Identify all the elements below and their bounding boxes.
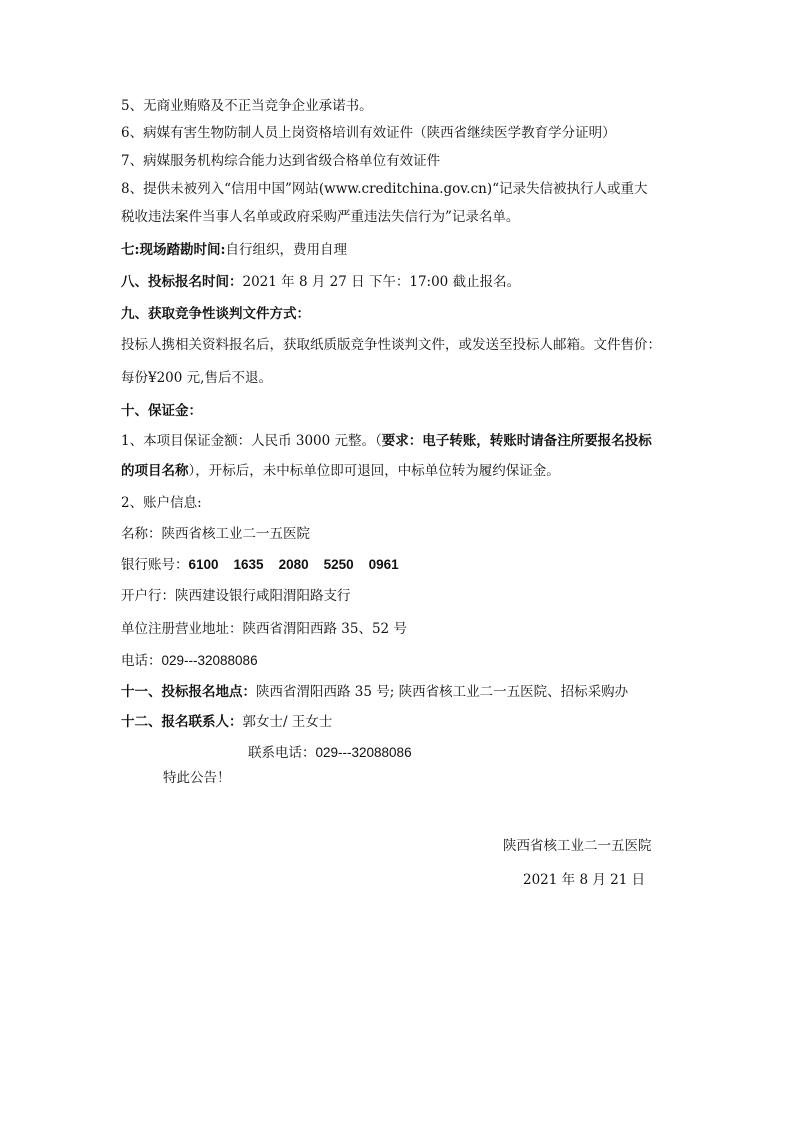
phone-label: 电话： — [121, 653, 162, 669]
section-8 — [121, 273, 520, 291]
account-name — [121, 525, 310, 543]
account-name-value: 陕西省核工业二一五医院 — [161, 526, 310, 542]
item-6: 6、病媒有害生物防制人员上岗资格培训有效证件（陕西省继续医学教育学分证明） — [121, 125, 616, 141]
signature-organization: 陕西省核工业二一五医院 — [503, 838, 652, 854]
closing-notice: 特此公告！ — [163, 770, 231, 786]
section-12-text: 郭女士/ 王女士 — [242, 714, 333, 730]
section-12-heading: 十二、报名联系人： — [121, 714, 243, 730]
section-8-text: 2021 年 8 月 27 日 下午：17:00 截止报名。 — [242, 274, 521, 290]
section-9-line-2: 每份¥200 元,售后不退。 — [121, 370, 272, 386]
item-7: 7、病媒服务机构综合能力达到省级合格单位有效证件 — [121, 153, 441, 169]
registered-address-value: 陕西省渭阳西路 35、52 号 — [242, 621, 407, 637]
signature-date: 2021 年 8 月 21 日 — [523, 872, 646, 888]
registered-address-label: 单位注册营业地址： — [121, 621, 243, 637]
section-7-text: 自行组织，费用自理 — [225, 242, 347, 258]
phone-value: 029---32088086 — [161, 653, 258, 668]
deposit-requirement-text: 要求：电子转账，转账时请备注所要报名投标 — [381, 433, 652, 449]
bank-branch-label: 开户行： — [121, 588, 175, 604]
phone — [121, 652, 258, 670]
section-9-line-1: 投标人携相关资料报名后，获取纸质版竞争性谈判文件，或发送至投标人邮箱。文件售价： — [121, 337, 661, 353]
account-name-label: 名称： — [121, 526, 162, 542]
bank-account-number: 6100 1635 2080 5250 0961 — [188, 557, 399, 572]
section-10-item-1-line-1 — [121, 432, 652, 450]
section-12 — [121, 713, 332, 731]
bank-branch — [121, 587, 351, 605]
deposit-refund-text: ），开标后，未中标单位即可退回，中标单位转为履约保证金。 — [188, 463, 560, 479]
account-info-heading: 2、账户信息: — [121, 495, 202, 511]
section-11-text: 陕西省渭阳西路 35 号; 陕西省核工业二一五医院、招标采购办 — [256, 684, 629, 700]
section-10-heading: 十、保证金： — [121, 403, 202, 419]
item-8-line-2: 税收违法案件当事人名单或政府采购严重违法失信行为”记录名单。 — [121, 209, 520, 225]
section-11 — [121, 683, 628, 701]
section-7 — [121, 241, 347, 259]
bank-account — [121, 556, 399, 574]
bank-branch-value: 陕西建设银行咸阳渭阳路支行 — [175, 588, 351, 604]
section-11-heading: 十一、投标报名地点： — [121, 684, 256, 700]
section-9-heading: 九、获取竞争性谈判文件方式： — [121, 306, 310, 322]
bank-account-label: 银行账号： — [121, 557, 189, 573]
contact-phone-label: 联系电话： — [248, 745, 316, 761]
section-7-heading: 七:现场踏勘时间: — [121, 242, 226, 258]
contact-phone-value: 029---32088086 — [315, 745, 412, 760]
contact-phone — [248, 744, 412, 762]
section-8-heading: 八、投标报名时间： — [121, 274, 243, 290]
project-name-note: 的项目名称 — [121, 463, 189, 479]
deposit-amount-text: 1、本项目保证金额：人民币 3000 元整。（ — [121, 433, 382, 449]
section-10-item-1-line-2 — [121, 462, 560, 480]
item-8-line-1: 8、提供未被列入“信用中国”网站(www.creditchina.gov.cn)“记录失信被执行人或重大 — [121, 181, 648, 197]
item-5: 5、无商业贿赂及不正当竞争企业承诺书。 — [121, 98, 373, 114]
registered-address — [121, 620, 407, 638]
